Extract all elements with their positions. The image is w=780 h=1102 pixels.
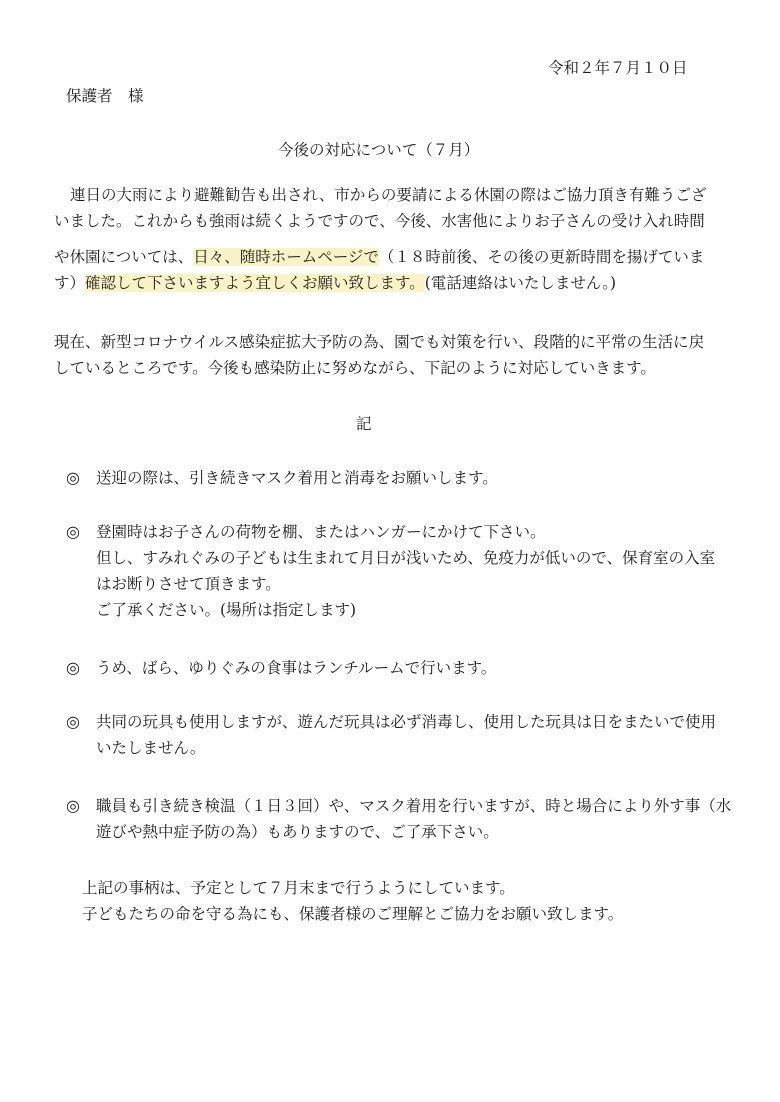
bullet-icon: ◎ — [66, 522, 80, 541]
item-1-line-1: 送迎の際は、引き続きマスク着用と消毒をお願いします。 — [96, 469, 498, 487]
highlight-confirm: 確認して下さいますよう宜しくお願い致します。 — [85, 274, 425, 292]
intro-line-4-pre: す） — [54, 274, 86, 292]
item-2-line-3: はお断りさせて頂きます。 — [96, 575, 281, 593]
intro-line-3-post: （１８時前後、その後の更新時間を揚げていま — [378, 248, 705, 266]
closing-line-2: 子どもたちの命を守る為にも、保護者様のご理解とご協力をお願い致します。 — [82, 905, 624, 923]
ki-heading: 記 — [356, 415, 372, 433]
para2-line-1: 現在、新型コロナウイルス感染症拡大予防の為、園でも対策を行い、段階的に平常の生活に戻 — [54, 333, 705, 351]
item-4-line-2: いたしません。 — [96, 739, 206, 757]
intro-line-2: いました。これからも強雨は続くようですので、今後、水害他によりお子さんの受け入れ時間 — [54, 212, 705, 230]
item-4-line-1: 共同の玩具も使用しますが、遊んだ玩具は必ず消毒し、使用した玩具は日をまたいで使用 — [96, 713, 717, 731]
para2-line-2: しているところです。今後も感染防止に努めながら、下記のように対応していきます。 — [54, 359, 656, 377]
document-title: 今後の対応について（７月） — [278, 141, 480, 159]
item-2-line-1: 登園時はお子さんの荷物を棚、またはハンガーにかけて下さい。 — [96, 523, 546, 541]
intro-line-4 — [54, 273, 616, 293]
document-date: 令和２年７月１０日 — [548, 59, 688, 77]
item-3-line-1: うめ、ばら、ゆりぐみの食事はランチルームで行います。 — [96, 659, 497, 677]
closing-line-1: 上記の事柄は、予定として７月末まで行うようにしています。 — [82, 879, 515, 897]
intro-line-3 — [54, 247, 704, 267]
item-5-line-2: 遊びや熱中症予防の為）もありますので、ご了承下さい。 — [96, 823, 499, 841]
intro-line-1: 連日の大雨により避難勧告も出され、市からの要請による休園の際はご協力頂き有難うござ — [70, 186, 707, 204]
highlight-homepage: 日々、随時ホームページで — [193, 248, 379, 266]
bullet-icon: ◎ — [66, 712, 80, 731]
bullet-icon: ◎ — [66, 796, 80, 815]
intro-line-4-post: (電話連絡はいたしません。) — [424, 274, 617, 292]
bullet-icon: ◎ — [66, 468, 80, 487]
addressee: 保護者 様 — [66, 87, 144, 105]
intro-line-3-pre: や休園については、 — [54, 248, 194, 266]
bullet-icon: ◎ — [66, 658, 80, 677]
item-2-line-4: ご了承ください。(場所は指定します) — [96, 601, 357, 619]
item-2-line-2: 但し、すみれぐみの子どもは生まれて月日が浅いため、免疫力が低いので、保育室の入室 — [96, 549, 716, 567]
item-5-line-1: 職員も引き続き検温（１日３回）や、マスク着用を行いますが、時と場合により外す事（水 — [96, 797, 732, 815]
